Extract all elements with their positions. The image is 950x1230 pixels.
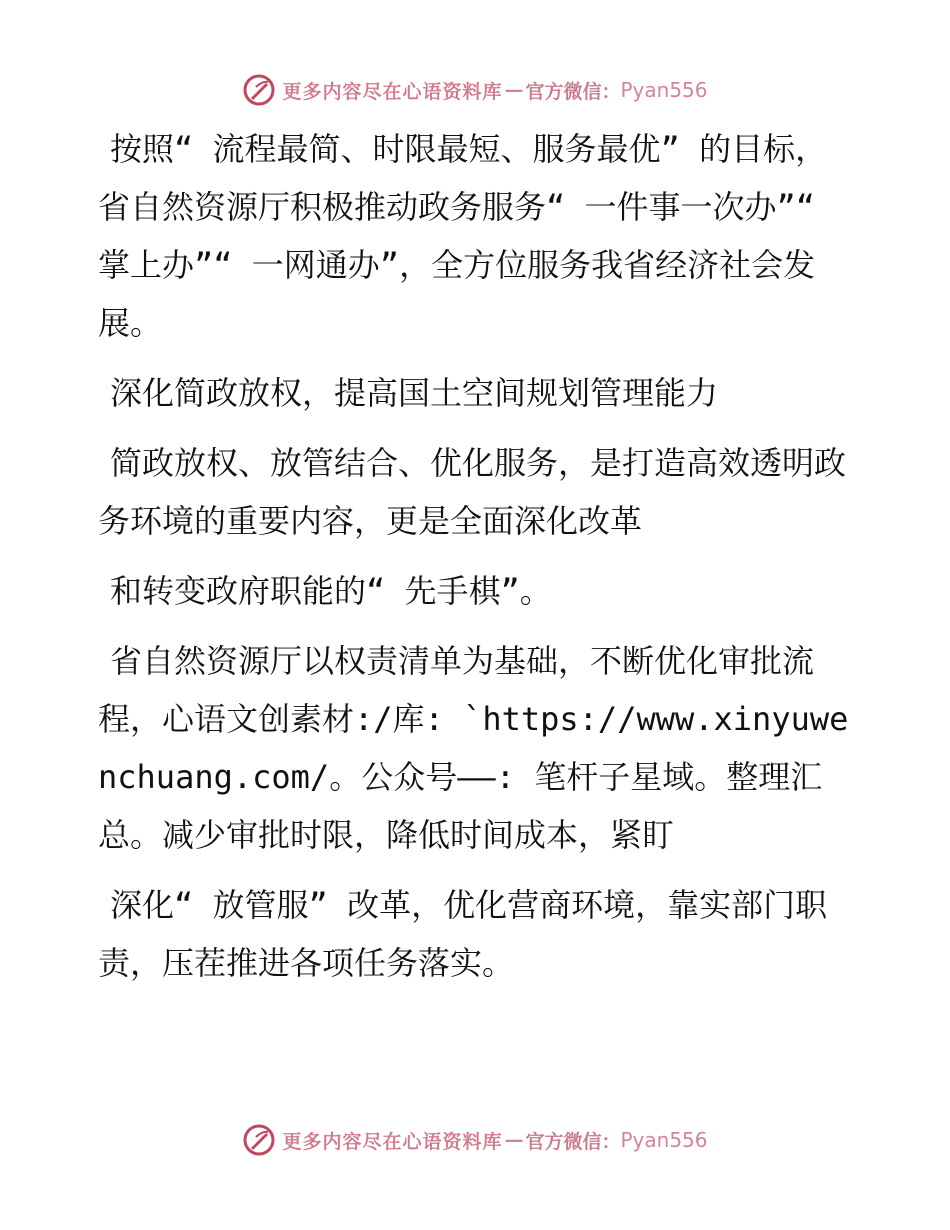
header-banner <box>0 70 950 110</box>
paragraph-2: 深化简政放权，提高国土空间规划管理能力 <box>110 374 719 412</box>
paragraph-4: 和转变政府职能的“ 先手棋”。 <box>110 572 552 610</box>
feather-pen-icon <box>242 73 276 107</box>
footer-dash: — <box>504 1129 524 1151</box>
footer-handle: Pyan556 <box>620 1128 708 1152</box>
footer-brand: 更多内容尽在心语资料库 <box>282 1130 503 1153</box>
footer-wechat-label: 官方微信： <box>525 1130 621 1153</box>
banner-brand: 更多内容尽在心语资料库 <box>282 80 503 103</box>
footer-banner <box>0 1120 950 1160</box>
banner-wechat-label: 官方微信： <box>525 80 621 103</box>
document-body <box>98 120 858 1004</box>
feather-pen-icon <box>242 1123 276 1157</box>
paragraph-5: 省自然资源厅以权责清单为基础，不断优化审批流程，心语文创素材:/库: `https://www.xinyuwenchuang.com/。公众号——: 笔杆子星域。整理汇总。减少审批时限，降低时间成本，紧盯 <box>98 642 849 854</box>
paragraph-6: 深化“ 放管服” 改革，优化营商环境，靠实部门职责，压茬推进各项任务落实。 <box>98 886 828 982</box>
banner-handle: Pyan556 <box>620 78 708 102</box>
paragraph-1: 按照“ 流程最简、时限最短、服务最优” 的目标，省自然资源厅积极推动政务服务“ 一件事一次办”“ 掌上办”“ 一网通办”，全方位服务我省经济社会发展。 <box>98 130 828 342</box>
banner-dash: — <box>504 79 524 101</box>
paragraph-3: 简政放权、放管结合、优化服务，是打造高效透明政务环境的重要内容，更是全面深化改革 <box>98 444 847 540</box>
